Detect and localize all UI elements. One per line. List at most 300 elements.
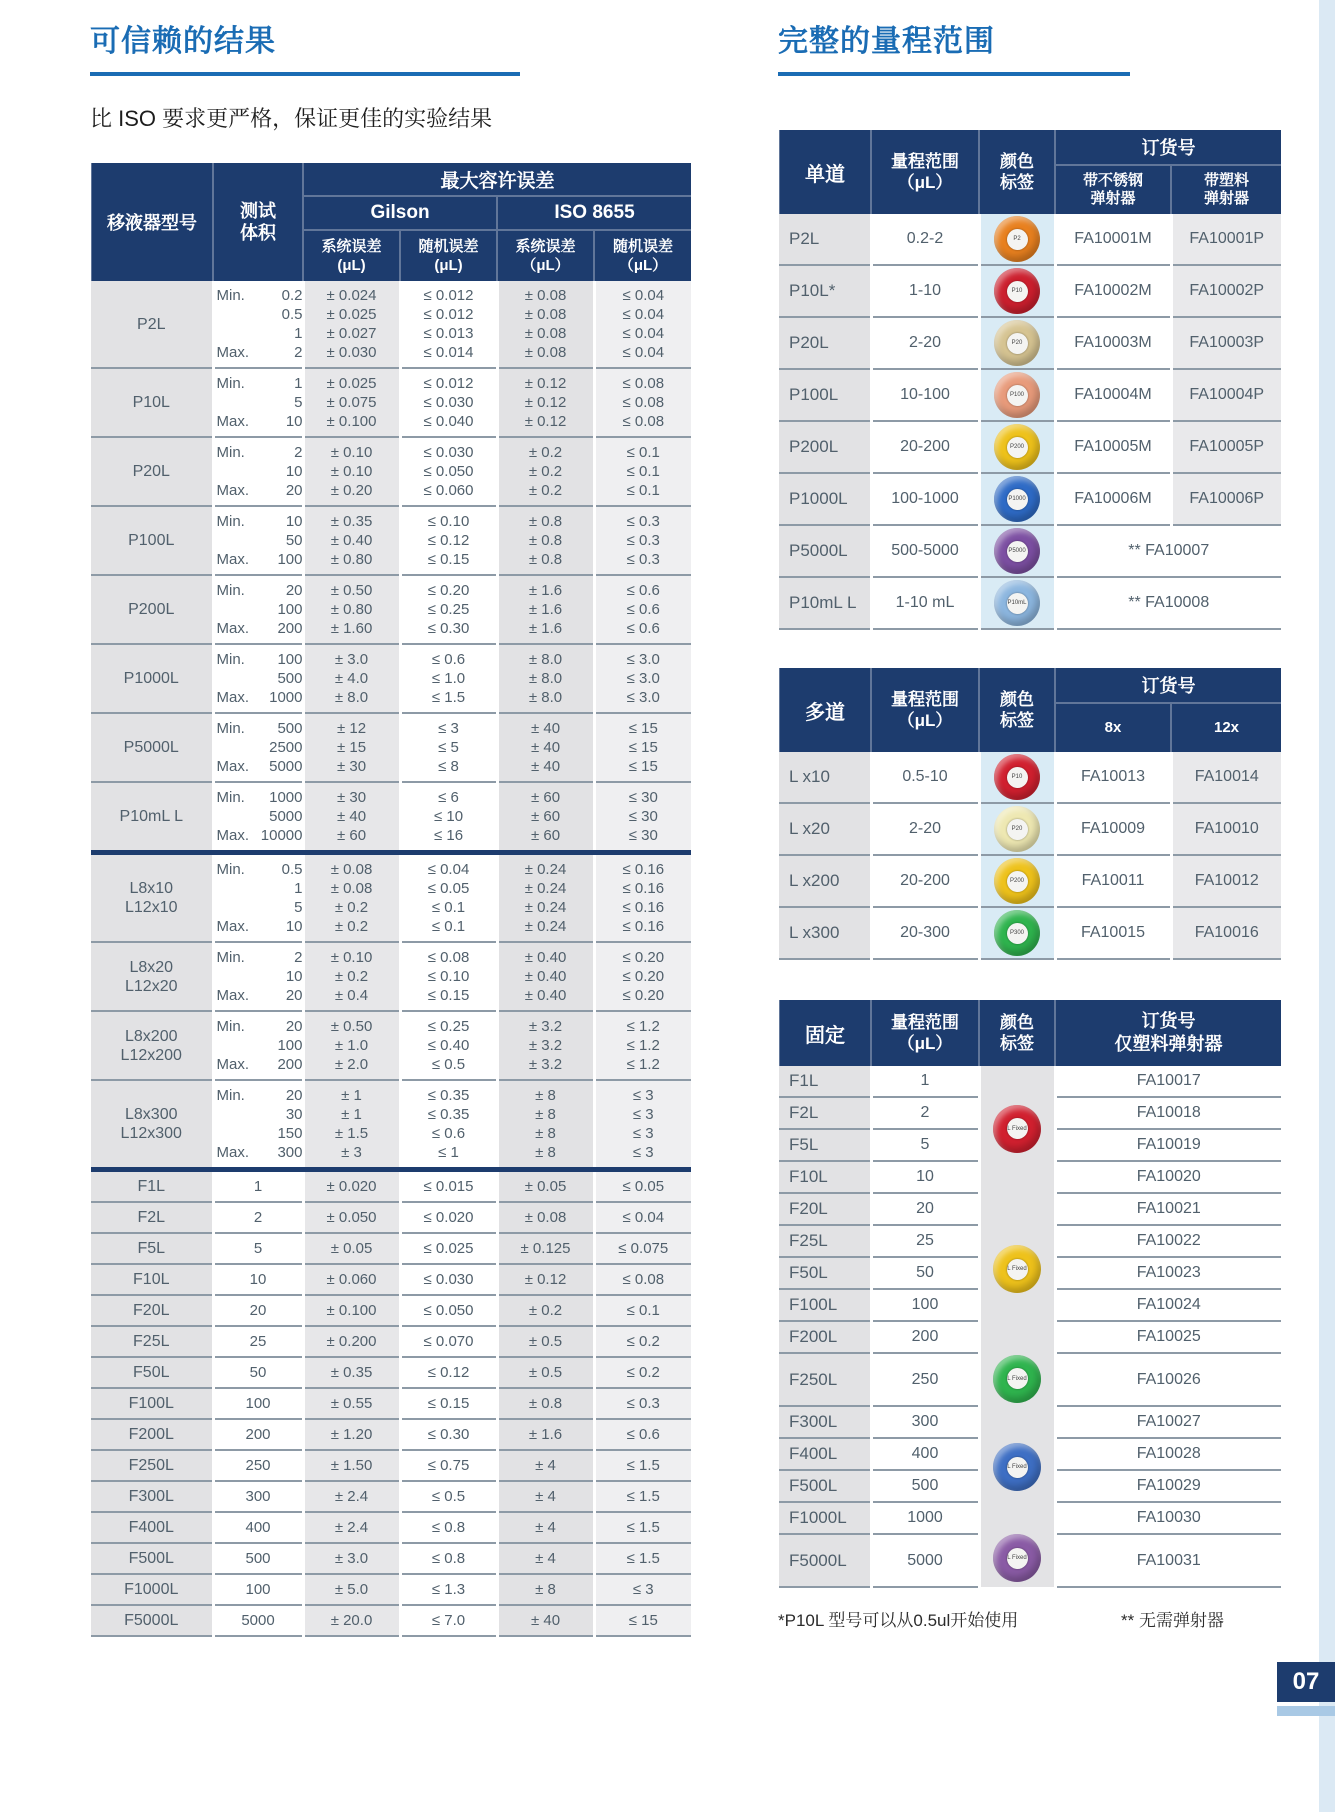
error-value: ± 0.10 xyxy=(330,463,373,480)
order-number-cell: FA10025 xyxy=(1055,1321,1281,1353)
error-value: ± 1.6 xyxy=(528,1426,563,1443)
order-number-p-cell: FA10014 xyxy=(1171,752,1281,803)
spec-model-cell xyxy=(91,1233,213,1264)
error-value: ± 60 xyxy=(530,827,561,844)
range-cell: 10 xyxy=(871,1161,979,1193)
order-number-m-cell: FA10002M xyxy=(1055,265,1171,317)
gilson-systematic-cell xyxy=(303,713,400,782)
volume-line: Min. 1000 xyxy=(216,789,303,806)
color-coded-knob xyxy=(994,320,1040,366)
spec-row xyxy=(91,853,691,943)
gilson-random-cell xyxy=(400,1233,497,1264)
model-name: P20L xyxy=(132,463,170,480)
left-title-underline xyxy=(90,72,520,76)
gilson-random-cell xyxy=(400,1543,497,1574)
volume-line: 5 xyxy=(294,899,303,916)
error-value: ± 5.0 xyxy=(334,1581,369,1598)
volume-line: 30 xyxy=(285,1106,303,1123)
order-number-cell: FA10018 xyxy=(1055,1097,1281,1129)
iso-systematic-cell xyxy=(497,782,594,853)
volume-value: 2 xyxy=(253,1209,263,1226)
spec-row xyxy=(91,1295,691,1326)
color-coded-knob xyxy=(994,372,1040,418)
model-name: F5000L xyxy=(124,1612,179,1629)
spec-row xyxy=(91,1080,691,1170)
error-value: ≤ 3 xyxy=(438,720,459,737)
error-value: ≤ 0.08 xyxy=(427,949,470,966)
knob-label: P100 xyxy=(1007,385,1028,406)
color-coded-knob xyxy=(993,1245,1041,1293)
range-cell: 20-200 xyxy=(871,855,979,907)
color-coded-knob xyxy=(993,1443,1041,1491)
error-value: ≤ 0.3 xyxy=(626,532,660,549)
table-row xyxy=(779,577,1281,629)
left-section-title: 可信赖的结果 xyxy=(90,25,276,58)
model-name: L8x300 xyxy=(125,1106,178,1123)
error-value: ± 0.24 xyxy=(524,899,567,916)
error-value: ± 30 xyxy=(336,789,367,806)
gilson-random-cell xyxy=(400,713,497,782)
header-color-label: 颜色 标签 xyxy=(979,1000,1055,1066)
error-value: ± 0.5 xyxy=(528,1333,563,1350)
range-cell: 20 xyxy=(871,1193,979,1225)
iso-systematic-cell xyxy=(497,942,594,1011)
volume-value: 25 xyxy=(249,1333,267,1350)
error-value: ≤ 0.6 xyxy=(626,601,660,618)
error-value: ≤ 1.5 xyxy=(626,1519,660,1536)
volume-value: 5 xyxy=(253,1240,263,1257)
model-cell: P1000L xyxy=(779,473,871,525)
volume-value: 5000 xyxy=(241,1612,275,1629)
iso-systematic-cell xyxy=(497,368,594,437)
error-value: ± 15 xyxy=(336,739,367,756)
error-value: ± 0.08 xyxy=(330,880,373,897)
color-coded-knob xyxy=(994,216,1040,262)
volume-line: Max. 10 xyxy=(216,413,303,430)
color-label-column xyxy=(979,1066,1055,1587)
error-value: ± 0.50 xyxy=(330,1018,373,1035)
model-cell: F5000L xyxy=(779,1534,871,1587)
model-name: L12x300 xyxy=(120,1125,182,1142)
gilson-systematic-cell xyxy=(303,1295,400,1326)
color-label-cell xyxy=(979,525,1055,577)
iso-systematic-cell xyxy=(497,1233,594,1264)
color-label-cell xyxy=(979,473,1055,525)
error-value: ≤ 1.3 xyxy=(431,1581,466,1598)
error-value: ≤ 1 xyxy=(438,1144,459,1161)
knob-label: L Fixed xyxy=(1007,1118,1028,1139)
order-number-cell: FA10017 xyxy=(1055,1066,1281,1097)
volume-line: 5 xyxy=(294,394,303,411)
header-max-permissible-error: 最大容许误差 xyxy=(303,163,691,196)
spec-model-cell xyxy=(91,644,213,713)
model-cell: F10L xyxy=(779,1161,871,1193)
error-value: ≤ 30 xyxy=(628,827,658,844)
color-coded-knob xyxy=(994,424,1040,470)
error-value: ≤ 0.25 xyxy=(427,601,470,618)
spec-row xyxy=(91,1512,691,1543)
volume-line: 0.5 xyxy=(281,306,303,323)
error-value: ± 8 xyxy=(535,1581,556,1598)
error-value: ± 1.5 xyxy=(334,1125,369,1142)
error-value: ± 0.80 xyxy=(330,601,373,618)
volume-value: 100 xyxy=(245,1581,271,1598)
color-coded-knob xyxy=(994,858,1040,904)
model-cell: F5L xyxy=(779,1129,871,1161)
spec-volume-cell xyxy=(213,575,303,644)
gilson-random-cell xyxy=(400,368,497,437)
spec-model-cell xyxy=(91,1450,213,1481)
gilson-random-cell xyxy=(400,1450,497,1481)
model-cell: F25L xyxy=(779,1225,871,1257)
error-value: ± 0.08 xyxy=(524,287,567,304)
error-value: ± 0.2 xyxy=(528,444,563,461)
order-number-cell: FA10026 xyxy=(1055,1353,1281,1406)
volume-line: Min. 0.2 xyxy=(216,287,303,304)
error-value: ≤ 8 xyxy=(438,758,459,775)
knob-label: P20 xyxy=(1007,333,1028,354)
model-name: L12x10 xyxy=(125,899,178,916)
order-number-p-cell: FA10001P xyxy=(1171,214,1281,265)
error-value: ≤ 1.5 xyxy=(626,1488,660,1505)
spec-model-cell xyxy=(91,1295,213,1326)
error-value: ≤ 0.6 xyxy=(626,620,660,637)
order-number-cell: ** FA10008 xyxy=(1055,577,1281,629)
iso-systematic-cell xyxy=(497,1419,594,1450)
table-row xyxy=(779,265,1281,317)
knob-label: P200 xyxy=(1007,871,1028,892)
error-value: ≤ 0.75 xyxy=(427,1457,470,1474)
spec-row xyxy=(91,782,691,853)
error-value: ≤ 1.2 xyxy=(626,1056,660,1073)
gilson-systematic-cell xyxy=(303,1574,400,1605)
error-value: ± 0.55 xyxy=(330,1395,373,1412)
error-value: ± 1.6 xyxy=(528,620,563,637)
volume-line: Min. 1 xyxy=(216,375,303,392)
volume-line: 100 xyxy=(277,1037,303,1054)
gilson-random-cell xyxy=(400,1170,497,1203)
range-cell: 1-10 mL xyxy=(871,577,979,629)
error-value: ≤ 0.020 xyxy=(423,1209,474,1226)
iso-random-cell xyxy=(594,1295,691,1326)
error-value: ± 0.060 xyxy=(326,1271,377,1288)
gilson-random-cell xyxy=(400,1574,497,1605)
max-error-table xyxy=(90,163,691,1637)
header-gilson-random-error: 随机误差 (μL) xyxy=(400,230,497,281)
model-name: L8x10 xyxy=(129,880,174,897)
color-label-cell xyxy=(979,214,1055,265)
page-edge-strip xyxy=(1319,0,1335,1812)
error-value: ≤ 0.030 xyxy=(423,444,474,461)
model-cell: F100L xyxy=(779,1289,871,1321)
error-value: ± 0.40 xyxy=(524,987,567,1004)
error-value: ≤ 0.08 xyxy=(622,394,665,411)
error-value: ≤ 0.08 xyxy=(622,375,665,392)
model-cell: F400L xyxy=(779,1438,871,1470)
gilson-random-cell xyxy=(400,1357,497,1388)
error-value: ± 0.80 xyxy=(330,551,373,568)
error-value: ± 8 xyxy=(535,1125,556,1142)
error-value: ≤ 30 xyxy=(628,789,658,806)
error-value: ± 0.12 xyxy=(524,375,567,392)
spec-volume-cell xyxy=(213,1357,303,1388)
volume-line: 10 xyxy=(285,463,303,480)
knob-label: P2 xyxy=(1007,229,1028,250)
table-row xyxy=(779,1066,1281,1097)
model-name: P200L xyxy=(128,601,175,618)
error-value: ≤ 0.15 xyxy=(427,551,470,568)
spec-model-cell xyxy=(91,1419,213,1450)
error-value: ± 8.0 xyxy=(528,689,563,706)
range-cell: 500 xyxy=(871,1470,979,1502)
gilson-systematic-cell xyxy=(303,506,400,575)
max-error-table-header xyxy=(91,163,691,281)
volume-value: 50 xyxy=(249,1364,267,1381)
iso-random-cell xyxy=(594,1170,691,1203)
volume-line: Min. 20 xyxy=(216,1018,303,1035)
spec-row xyxy=(91,1574,691,1605)
volume-line: Min. 20 xyxy=(216,582,303,599)
footnote-p10l: *P10L 型号可以从0.5ul开始使用 xyxy=(778,1611,1019,1630)
order-number-p-cell: FA10005P xyxy=(1171,421,1281,473)
iso-systematic-cell xyxy=(497,644,594,713)
gilson-systematic-cell xyxy=(303,942,400,1011)
model-cell: L x10 xyxy=(779,752,871,803)
error-value: ≤ 0.04 xyxy=(622,306,665,323)
range-cell: 300 xyxy=(871,1406,979,1438)
header-iso-systematic-error: 系统误差 （μL） xyxy=(497,230,594,281)
spec-row xyxy=(91,368,691,437)
error-value: ± 1.60 xyxy=(330,620,373,637)
order-number-cell: FA10031 xyxy=(1055,1534,1281,1587)
error-value: ≤ 0.12 xyxy=(427,1364,470,1381)
model-name: F500L xyxy=(128,1550,174,1567)
spec-volume-cell xyxy=(213,1295,303,1326)
error-value: ± 3.2 xyxy=(528,1037,563,1054)
order-number-cell: FA10024 xyxy=(1055,1289,1281,1321)
volume-line: Min. 0.5 xyxy=(216,861,303,878)
error-value: ± 40 xyxy=(530,739,561,756)
order-number-p-cell: FA10006P xyxy=(1171,473,1281,525)
order-number-m-cell: FA10004M xyxy=(1055,369,1171,421)
error-value: ≤ 3 xyxy=(632,1581,654,1598)
fixed-volume-table xyxy=(778,1000,1281,1588)
error-value: ≤ 0.3 xyxy=(626,551,660,568)
range-cell: 1-10 xyxy=(871,265,979,317)
error-value: ± 2.4 xyxy=(334,1519,369,1536)
range-cell: 50 xyxy=(871,1257,979,1289)
table-row xyxy=(779,421,1281,473)
error-value: ± 8.0 xyxy=(528,670,563,687)
volume-line: Min. 20 xyxy=(216,1087,303,1104)
model-name: F100L xyxy=(128,1395,174,1412)
header-fixed: 固定 xyxy=(779,1000,871,1066)
spec-volume-cell xyxy=(213,1574,303,1605)
model-cell: F1L xyxy=(779,1066,871,1097)
spec-row xyxy=(91,1605,691,1636)
gilson-systematic-cell xyxy=(303,1357,400,1388)
gilson-random-cell xyxy=(400,506,497,575)
footnotes xyxy=(778,1606,1280,1631)
error-value: ± 0.125 xyxy=(520,1240,571,1257)
iso-systematic-cell xyxy=(497,437,594,506)
color-coded-knob xyxy=(993,1355,1041,1403)
knob-label: P10 xyxy=(1007,281,1028,302)
spec-row xyxy=(91,1202,691,1233)
error-value: ± 3.0 xyxy=(334,1550,369,1567)
model-cell: F2L xyxy=(779,1097,871,1129)
knob-label: L Fixed xyxy=(1007,1368,1028,1389)
spec-row xyxy=(91,644,691,713)
right-section xyxy=(778,24,1280,1631)
error-value: ≤ 0.35 xyxy=(427,1106,470,1123)
spec-model-cell xyxy=(91,437,213,506)
spec-row xyxy=(91,1419,691,1450)
error-value: ≤ 0.05 xyxy=(427,880,470,897)
gilson-random-cell xyxy=(400,1264,497,1295)
spec-volume-cell xyxy=(213,1264,303,1295)
gilson-systematic-cell xyxy=(303,853,400,943)
error-value: ≤ 1.5 xyxy=(431,689,466,706)
volume-line: Max. 10000 xyxy=(216,827,303,844)
gilson-systematic-cell xyxy=(303,281,400,368)
volume-line: 5000 xyxy=(269,808,303,825)
spec-volume-cell xyxy=(213,1233,303,1264)
range-cell: 1000 xyxy=(871,1502,979,1534)
volume-value: 20 xyxy=(249,1302,267,1319)
error-value: ± 0.08 xyxy=(524,306,567,323)
error-value: ± 0.08 xyxy=(524,325,567,342)
gilson-systematic-cell xyxy=(303,437,400,506)
iso-random-cell xyxy=(594,853,691,943)
spec-model-cell xyxy=(91,1080,213,1170)
spec-model-cell xyxy=(91,782,213,853)
error-value: ± 0.08 xyxy=(524,344,567,361)
spec-row xyxy=(91,1543,691,1574)
spec-model-cell xyxy=(91,713,213,782)
volume-line: Max. 5000 xyxy=(216,758,303,775)
error-value: ≤ 0.3 xyxy=(626,1395,660,1412)
model-cell: P2L xyxy=(779,214,871,265)
error-value: ≤ 10 xyxy=(433,808,464,825)
error-value: ≤ 0.16 xyxy=(622,899,665,916)
gilson-systematic-cell xyxy=(303,1419,400,1450)
spec-row xyxy=(91,1011,691,1080)
iso-systematic-cell xyxy=(497,1357,594,1388)
iso-random-cell xyxy=(594,644,691,713)
color-coded-knob xyxy=(994,754,1040,800)
gilson-random-cell xyxy=(400,1512,497,1543)
model-cell: F300L xyxy=(779,1406,871,1438)
iso-systematic-cell xyxy=(497,281,594,368)
error-value: ≤ 7.0 xyxy=(431,1612,466,1629)
model-name: L12x20 xyxy=(125,977,178,995)
volume-value: 200 xyxy=(245,1426,271,1443)
page-number-badge xyxy=(1277,1662,1335,1702)
error-value: ± 0.40 xyxy=(524,949,567,966)
error-value: ≤ 15 xyxy=(628,1612,658,1629)
error-value: ≤ 3.0 xyxy=(626,670,660,687)
model-name: F250L xyxy=(128,1457,174,1474)
model-cell: F1000L xyxy=(779,1502,871,1534)
error-value: ± 60 xyxy=(530,789,561,806)
error-value: ± 0.2 xyxy=(334,968,369,985)
knob-label: L Fixed xyxy=(1007,1548,1028,1569)
spec-model-cell xyxy=(91,368,213,437)
spec-volume-cell xyxy=(213,1388,303,1419)
error-value: ± 0.12 xyxy=(524,394,567,411)
error-value: ≤ 3 xyxy=(632,1144,654,1161)
model-name: F1L xyxy=(137,1178,166,1195)
range-cell: 5000 xyxy=(871,1534,979,1587)
error-value: ≤ 0.16 xyxy=(622,918,665,935)
range-cell: 100-1000 xyxy=(871,473,979,525)
footnote-no-ejector: ** 无需弹射器 xyxy=(1121,1611,1224,1630)
error-value: ≤ 0.15 xyxy=(427,987,470,1004)
iso-systematic-cell xyxy=(497,1295,594,1326)
error-value: ± 40 xyxy=(530,1612,561,1629)
volume-value: 400 xyxy=(245,1519,271,1536)
error-value: ≤ 3 xyxy=(632,1106,654,1123)
volume-line: 10 xyxy=(285,968,303,985)
error-value: ± 0.027 xyxy=(326,325,377,342)
multichannel-table xyxy=(778,668,1281,960)
error-value: ≤ 1.2 xyxy=(626,1037,660,1054)
error-value: ± 30 xyxy=(336,758,367,775)
gilson-random-cell xyxy=(400,1481,497,1512)
spec-volume-cell xyxy=(213,1202,303,1233)
table-row xyxy=(779,473,1281,525)
knob-label: L Fixed xyxy=(1007,1457,1028,1478)
range-cell: 2 xyxy=(871,1097,979,1129)
error-value: ± 3.2 xyxy=(528,1018,563,1035)
gilson-systematic-cell xyxy=(303,1450,400,1481)
volume-value: 100 xyxy=(245,1395,271,1412)
knob-label: P200 xyxy=(1007,437,1028,458)
spec-volume-cell xyxy=(213,1481,303,1512)
error-value: ≤ 0.30 xyxy=(427,620,470,637)
left-section-subtitle: 比 ISO 要求更严格，保证更佳的实验结果 xyxy=(90,106,493,131)
error-value: ± 40 xyxy=(530,758,561,775)
error-value: ≤ 3 xyxy=(632,1087,654,1104)
error-value: ≤ 0.20 xyxy=(622,968,665,985)
error-value: ± 4 xyxy=(535,1488,556,1505)
gilson-random-cell xyxy=(400,575,497,644)
table-row xyxy=(779,317,1281,369)
model-cell: P20L xyxy=(779,317,871,369)
model-name: F400L xyxy=(128,1519,174,1536)
spec-row xyxy=(91,575,691,644)
iso-systematic-cell xyxy=(497,713,594,782)
model-name: F10L xyxy=(133,1271,170,1288)
error-value: ± 0.50 xyxy=(330,582,373,599)
model-name: F50L xyxy=(133,1364,170,1381)
header-order-number-plastic-only: 订货号 仅塑料弹射器 xyxy=(1055,1000,1281,1066)
order-number-m-cell: FA10009 xyxy=(1055,803,1171,855)
error-value: ± 0.2 xyxy=(528,482,563,499)
iso-random-cell xyxy=(594,437,691,506)
error-value: ± 0.20 xyxy=(330,482,373,499)
volume-line: 50 xyxy=(285,532,303,549)
iso-random-cell xyxy=(594,1543,691,1574)
iso-random-cell xyxy=(594,1605,691,1636)
error-value: ≤ 0.060 xyxy=(423,482,474,499)
error-value: ≤ 0.20 xyxy=(622,987,665,1004)
error-value: ≤ 0.08 xyxy=(622,1271,665,1288)
error-value: ± 8.0 xyxy=(528,651,563,668)
error-value: ≤ 0.025 xyxy=(423,1240,474,1257)
volume-line: Max. 10 xyxy=(216,918,303,935)
